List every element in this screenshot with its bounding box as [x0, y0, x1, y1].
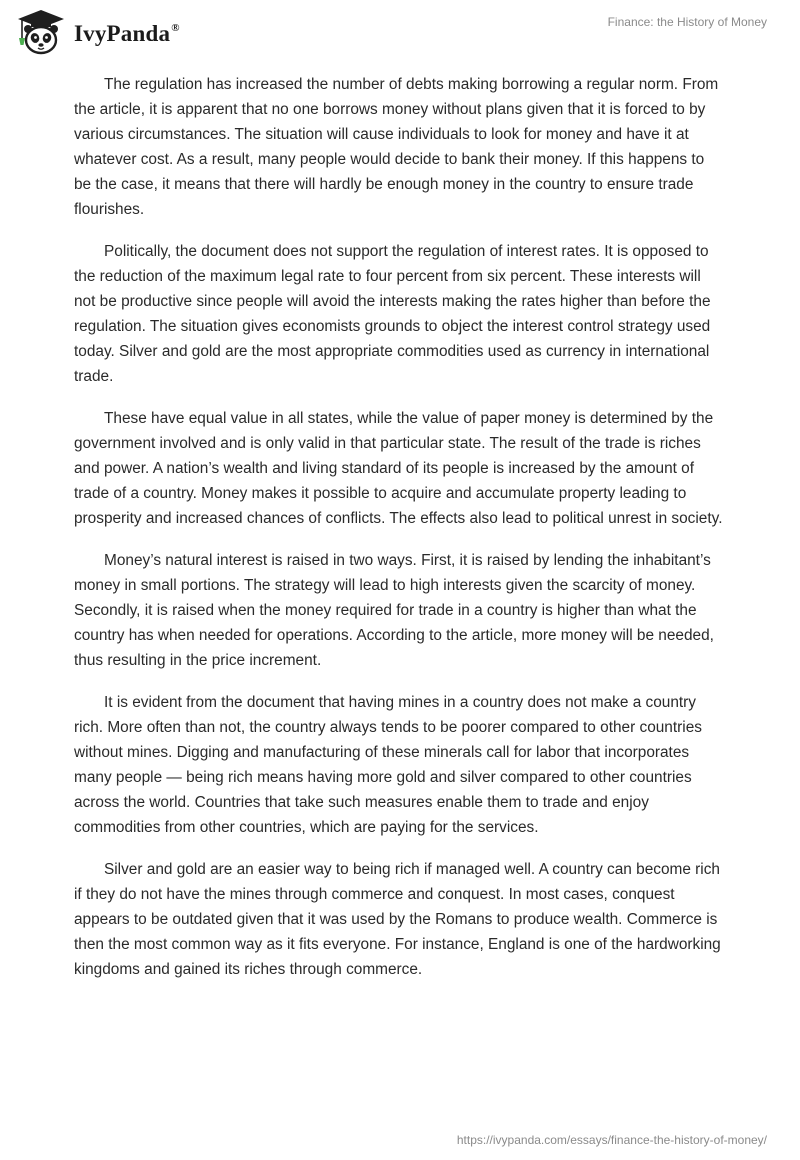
paragraph-2: Politically, the document does not support the regulation of interest rates. It is opposed to the reduction of the maximum legal rate to four percent from six percent. These interests will not be productive since people will avoid the interests making the rates higher than before the regulation. The situation gives economists grounds to object the interest control strategy used today. Silver and gold are the most appropriate commodities used as currency in international trade.: [74, 243, 711, 385]
registered-mark: ®: [171, 22, 180, 34]
logo-name: IvyPanda: [74, 21, 171, 46]
essay-body: [74, 72, 724, 999]
document-title: Finance: the History of Money: [607, 15, 767, 29]
paragraph-6: Silver and gold are an easier way to being rich if managed well. A country can become rich if they do not have the mines through commerce and conquest. In most cases, conquest appears to be outdated given that it was used by the Romans to produce wealth. Commerce is then the most common way as it fits everyone. For instance, England is one of the hardworking kingdoms and gained its riches through commerce.: [74, 861, 721, 978]
paragraph-1: The regulation has increased the number of debts making borrowing a regular norm. From the article, it is apparent that no one borrows money without plans given that it is forced to by various circumstances. The situation will cause individuals to look for money and have it at whatever cost. As a result, many people would decide to bank their money. If this happens to be the case, it means that there will hardly be enough money in the country to ensure trade flourishes.: [74, 76, 719, 218]
page-header: [0, 0, 800, 70]
ivypanda-logo[interactable]: [14, 8, 180, 58]
source-url[interactable]: https://ivypanda.com/essays/finance-the-history-of-money/: [456, 1133, 767, 1147]
paragraph-3: These have equal value in all states, while the value of paper money is determined by the government involved and is only valid in that particular state. The result of the trade is riches and power. A nation’s wealth and living standard of its people is increased by the amount of trade of a country. Money makes it possible to acquire and accumulate property leading to prosperity and increased chances of conflicts. The effects also lead to political unrest in society.: [74, 410, 723, 527]
logo-wordmark: [74, 21, 180, 47]
paragraph-5: It is evident from the document that having mines in a country does not make a country rich. More often than not, the country always tends to be poorer compared to other countries without mines. Digging and manufacturing of these minerals call for labor that incorporates many people — being rich means having more gold and silver compared to other countries across the world. Countries that take such measures enable them to trade and enjoy commodities from other countries, which are paying for the services.: [74, 694, 702, 836]
paragraph-4: Money’s natural interest is raised in two ways. First, it is raised by lending the inhabitant’s money in small portions. The strategy will lead to high interests given the scarcity of money. Secondly, it is raised when the money required for trade in a country is higher than what the country has when needed for operations. According to the article, more money will be needed, thus resulting in the price increment.: [74, 552, 714, 669]
panda-logo-icon: [14, 8, 68, 58]
